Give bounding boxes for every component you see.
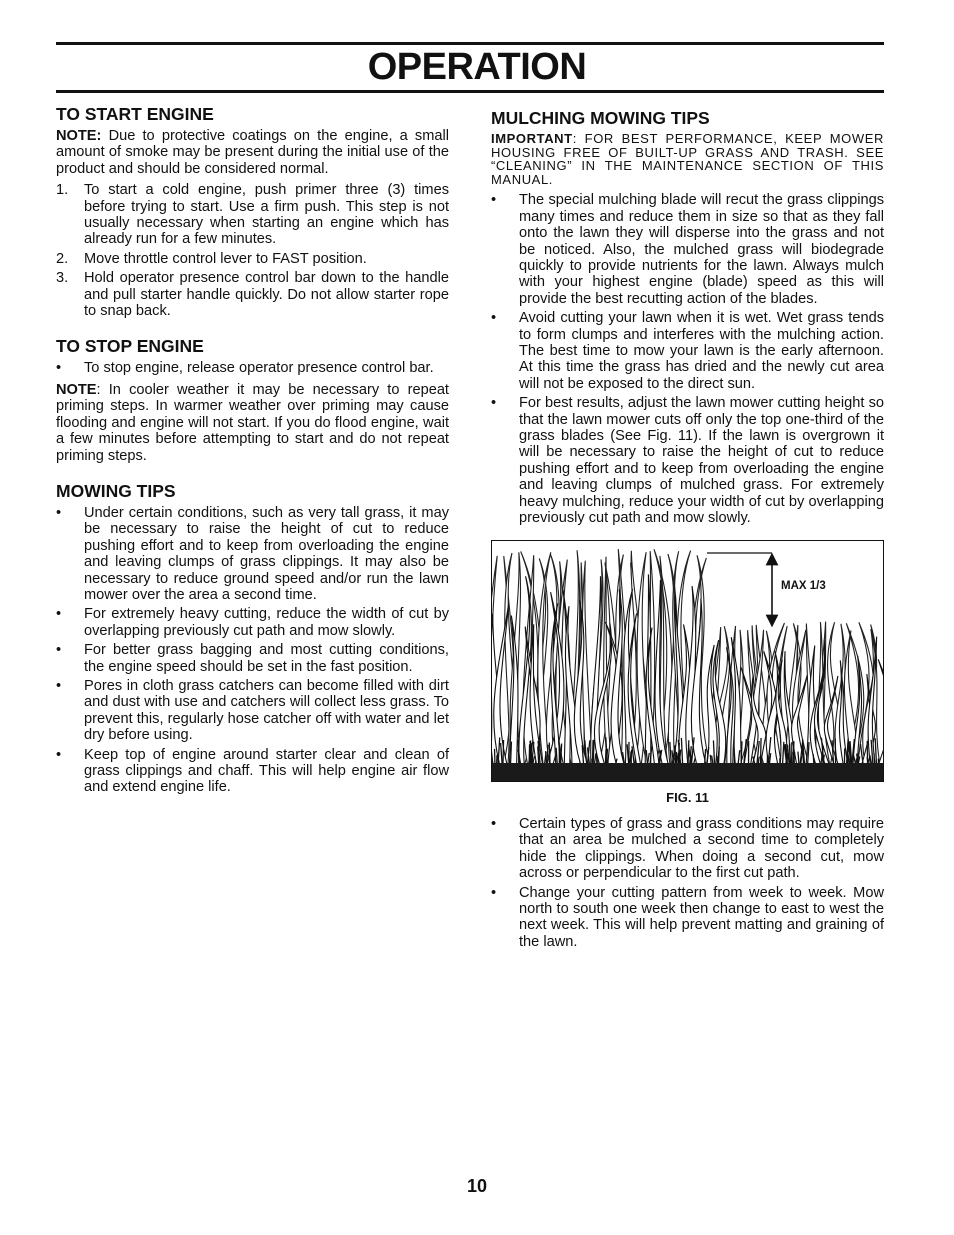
list-item — [56, 505, 449, 603]
bullet-text: Certain types of grass and grass conditions may require that an area be mulched a second time to completely hide the clippings. When doing a second cut, mow across or perpendicular to the first cut path. — [519, 815, 884, 882]
max-third-label: MAX 1/3 — [781, 579, 826, 592]
note-text: : In cooler weather it may be necessary to repeat priming steps. In warmer weather over priming may cause flooding and engine will not start. If you do flood engine, wait a few minutes before attempting to start and do not repeat priming steps. — [56, 381, 449, 464]
bullet-text: For extremely heavy cutting, reduce the width of cut by overlapping previously cut path and mow slowly. — [84, 606, 449, 639]
bullet-text: For better grass bagging and most cutting conditions, the engine speed should be set in the fast position. — [84, 642, 449, 675]
step-text: Move throttle control lever to FAST position. — [84, 250, 367, 267]
figure-caption: FIG. 11 — [666, 789, 709, 805]
grass-illustration — [492, 541, 883, 781]
bullet-text: Change your cutting pattern from week to week. Mow north to south one week then change to east to west the next week. This will help prevent matting and graining of the lawn. — [519, 884, 884, 950]
important-text: : FOR BEST PERFORMANCE, KEEP MOWER HOUSING FREE OF BUILT-UP GRASS AND TRASH. SEE “CLEANING” IN THE MAINTENANCE SECTION OF THIS MANUAL. — [491, 131, 884, 187]
bullet-text: Under certain conditions, such as very tall grass, it may be necessary to raise the height of cut to reduce pushing effort and to keep from overloading the engine and leaving clumps of grass clippings. It may also be necessary to reduce ground speed and/or run the lawn mower over the area a second time. — [84, 504, 449, 603]
list-item — [491, 816, 884, 882]
bullet-marker: • — [491, 310, 497, 327]
stop-engine-note — [56, 382, 449, 464]
header-bottom-rule — [56, 90, 884, 93]
mulching-tips-heading: MULCHING MOWING TIPS — [491, 108, 710, 128]
note-label: NOTE: — [56, 128, 102, 144]
page-title: OPERATION — [367, 46, 587, 88]
important-label: IMPORTANT — [491, 131, 573, 146]
list-item — [56, 747, 449, 796]
bullet-marker: • — [491, 815, 497, 832]
step-number: 2. — [56, 250, 69, 267]
bullet-marker: • — [56, 360, 62, 377]
note-text: Due to protective coatings on the engine, a small amount of smoke may be present during the initial use of the product and should be considered normal. — [56, 128, 449, 177]
bullet-text: Avoid cutting your lawn when it is wet. Wet grass tends to form clumps and interferes with the mulching action. The best time to mow your lawn is the early afternoon. At this time the grass has dried and the newly cut area will not be exposed to the direct sun. — [519, 310, 884, 392]
step-text: Hold operator presence control bar down to the handle and pull starter handle quickly. Do not allow starter rope to snap back. — [84, 270, 449, 320]
note-label: NOTE — [56, 381, 97, 398]
bullet-marker: • — [491, 884, 497, 901]
start-engine-heading: TO START ENGINE — [56, 104, 214, 124]
grass-blade — [494, 604, 509, 767]
step-text: To start a cold engine, push primer three (3) times before trying to start. Use a firm push. This step is not usually necessary when starting an engine which has already run for a few minutes. — [84, 182, 449, 248]
mowing-tips-heading: MOWING TIPS — [56, 480, 176, 501]
step-item — [56, 270, 449, 319]
bullet-marker: • — [491, 192, 497, 209]
grass-height-figure — [491, 540, 884, 782]
left-column — [56, 104, 449, 801]
important-note — [491, 132, 884, 186]
list-item — [56, 360, 449, 376]
step-item — [56, 182, 449, 248]
mulching-tips-list-continued — [491, 816, 884, 950]
bullet-text: For best results, adjust the lawn mower cutting height so that the lawn mower cuts off only the top one-third of the grass blades (See Fig. 11). If the lawn is overgrown it will be necessary to raise the height of cut to reduce pushing effort and to keep from overloading the engine and leaving clumps of mulched grass. For extremely heavy mulching, reduce your width of cut by overlapping previously cut path and mow slowly. — [519, 395, 884, 527]
list-item — [56, 678, 449, 744]
bullet-marker: • — [491, 395, 497, 412]
stop-engine-heading: TO STOP ENGINE — [56, 336, 204, 357]
list-item — [491, 395, 884, 526]
list-item — [56, 606, 449, 639]
ground-strip — [492, 763, 883, 781]
start-engine-note — [56, 128, 449, 177]
grass-stubble — [688, 740, 689, 767]
step-number: 3. — [56, 270, 69, 287]
stop-engine-list — [56, 360, 449, 376]
bullet-marker: • — [56, 606, 62, 623]
bullet-marker: • — [56, 746, 62, 763]
bullet-text: Keep top of engine around starter clear and clean of grass clippings and chaff. This will help engine air flow and extend engine life. — [84, 746, 449, 796]
mulching-tips-list — [491, 192, 884, 526]
grass-stubble — [503, 740, 504, 767]
bullet-text: To stop engine, release operator presence control bar. — [84, 360, 434, 377]
bullet-marker: • — [56, 677, 62, 694]
list-item — [491, 885, 884, 951]
bullet-text: The special mulching blade will recut the grass clippings many times and reduce them in size so that as they fall onto the lawn they will disperse into the grass and not be noticed. Also, the mulched grass will biodegrade quickly to provide nutrients for the lawn. Always mulch with your highest engine (blade) speed as this will provide the best recutting action of the blades. — [519, 192, 884, 307]
list-item — [491, 310, 884, 392]
bullet-marker: • — [56, 504, 62, 521]
step-number: 1. — [56, 182, 69, 199]
step-item — [56, 251, 449, 267]
start-engine-steps — [56, 182, 449, 319]
list-item — [491, 192, 884, 307]
page-number: 10 — [466, 1176, 488, 1196]
bullet-marker: • — [56, 642, 62, 659]
bullet-text: Pores in cloth grass catchers can become filled with dirt and dust with use and catchers will collect less grass. To prevent this, regularly hose catcher off with water and let dry before using. — [84, 677, 449, 744]
mowing-tips-list — [56, 505, 449, 796]
right-column — [491, 108, 884, 955]
list-item — [56, 642, 449, 675]
